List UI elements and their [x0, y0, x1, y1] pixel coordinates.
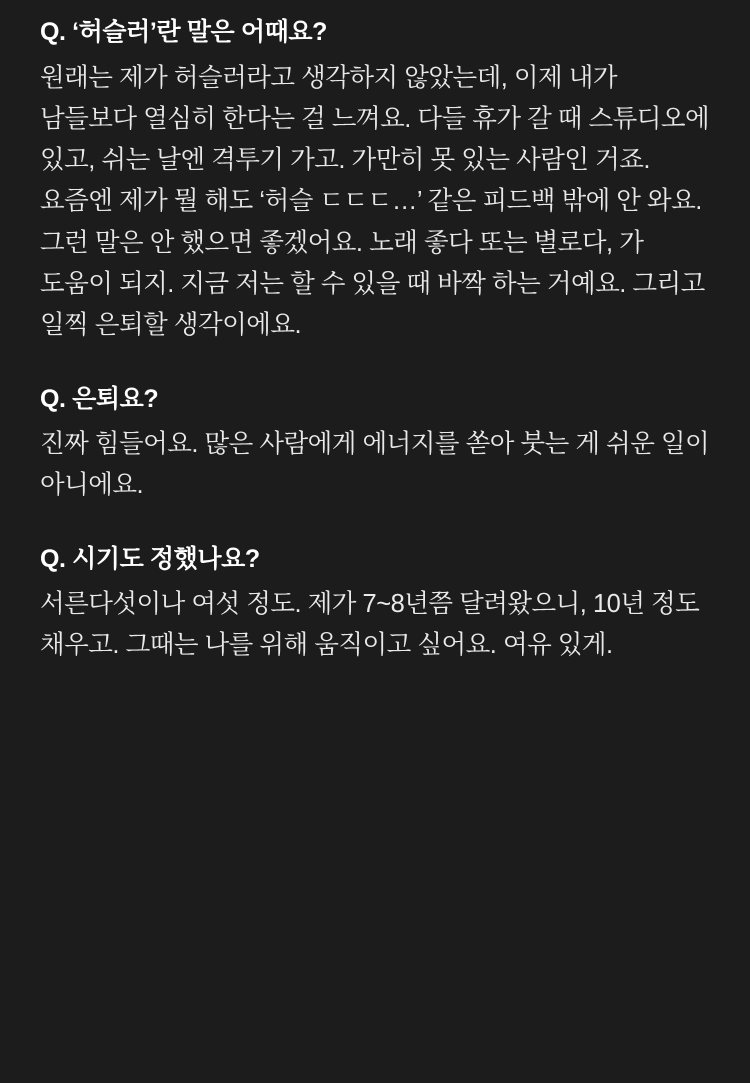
question-text: Q. ‘허슬러’란 말은 어때요?	[40, 18, 327, 46]
qa-block	[40, 14, 710, 347]
qa-block	[40, 381, 710, 507]
answer-text: 원래는 제가 허슬러라고 생각하지 않았는데, 이제 내가 남들보다 열심히 한다는 걸 느껴요. 다들 휴가 갈 때 스튜디오에 있고, 쉬는 날엔 격투기 가고. 가만히 못 있는 사람인 거죠. 요즘엔 제가 뭘 해도 ‘허슬 ㄷㄷㄷ…’ 같은 피드백 밖에 안 와요. 그런 말은 안 했으면 좋겠어요. 노래 좋다 또는 별로다, 가 도움이 되지. 지금 저는 할 수 있을 때 바짝 하는 거예요. 그리고 일찍 은퇴할 생각이에요.	[40, 63, 710, 340]
qa-block	[40, 541, 710, 667]
question-text: Q. 시기도 정했나요?	[40, 544, 260, 573]
answer-text: 서른다섯이나 여섯 정도. 제가 7~8년쯤 달려왔으니, 10년 정도 채우고. 그때는 나를 위해 움직이고 싶어요. 여유 있게.	[40, 590, 700, 660]
question-text: Q. 은퇴요?	[40, 384, 159, 413]
answer-text: 진짜 힘들어요. 많은 사람에게 에너지를 쏟아 붓는 게 쉬운 일이 아니에요.	[40, 430, 710, 500]
